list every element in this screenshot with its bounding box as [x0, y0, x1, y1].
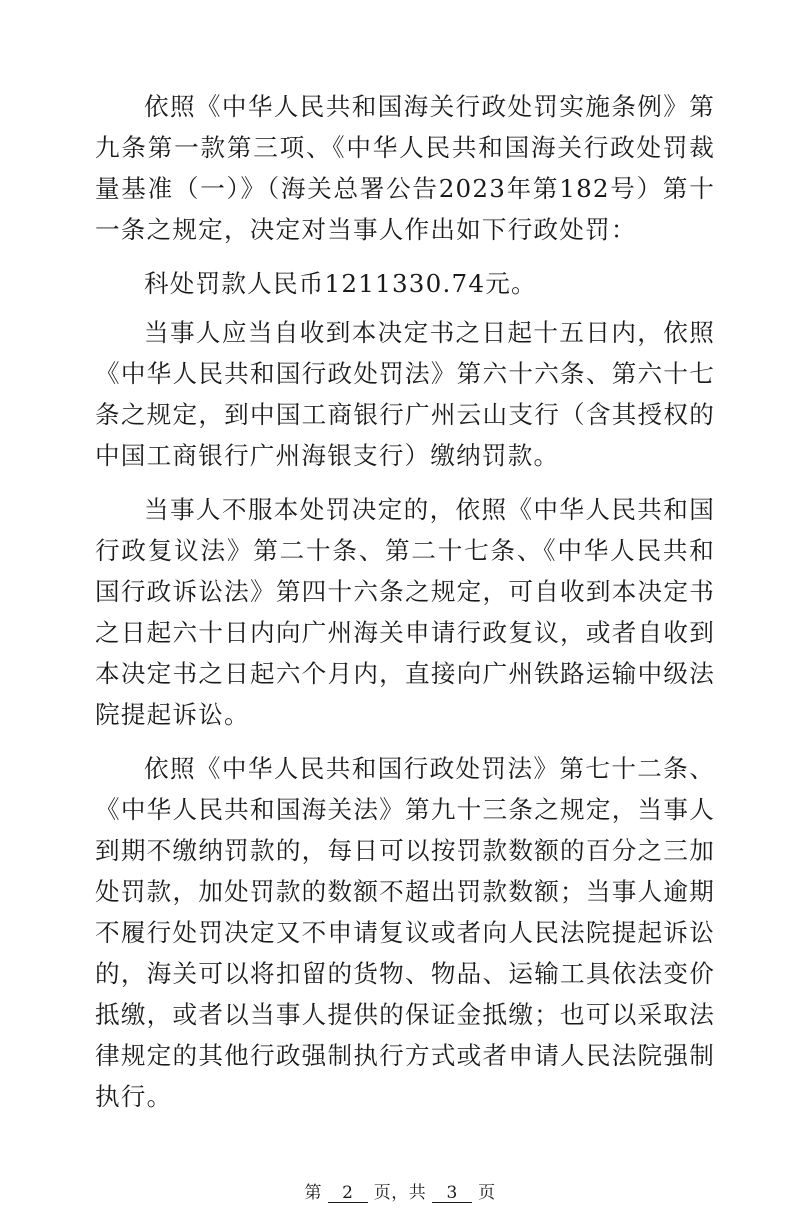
footer-prefix: 第 — [304, 1183, 322, 1203]
paragraph-appeal-rights: 当事人不服本处罚决定的，依照《中华人民共和国行政复议法》第二十条、第二十七条、《中华人民共和国行政诉讼法》第四十六条之规定，可自收到本决定书之日起六十日内向广州海关申请行政复议，或者自收到本决定书之日起六个月内，直接向广州铁路运输中级法院提起诉讼。 — [95, 495, 715, 729]
footer-suffix: 页 — [478, 1183, 496, 1203]
paragraph-fine-amount: 科处罚款人民币1211330.74元。 — [144, 269, 537, 298]
page-number-footer — [0, 1182, 800, 1204]
paragraph-payment-instructions: 当事人应当自收到本决定书之日起十五日内，依照《中华人民共和国行政处罚法》第六十六条、第六十七条之规定，到中国工商银行广州云山支行（含其授权的中国工商银行广州海银支行）缴纳罚款。 — [95, 318, 715, 470]
total-page-count: 3 — [432, 1184, 472, 1203]
paragraph-penalty-basis: 依照《中华人民共和国海关行政处罚实施条例》第九条第一款第三项、《中华人民共和国海关行政处罚裁量基准（一）》（海关总署公告2023年第182号）第十一条之规定，决定对当事人作出如下行政处罚： — [95, 92, 715, 244]
paragraph-enforcement: 依照《中华人民共和国行政处罚法》第七十二条、《中华人民共和国海关法》第九十三条之规定，当事人到期不缴纳罚款的，每日可以按罚款数额的百分之三加处罚款，加处罚款的数额不超出罚款数额；当事人逾期不履行处罚决定又不申请复议或者向人民法院提起诉讼的，海关可以将扣留的货物、物品、运输工具依法变价抵缴，或者以当事人提供的保证金抵缴；也可以采取法律规定的其他行政强制执行方式或者申请人民法院强制执行。 — [95, 754, 715, 1111]
document-body — [95, 86, 715, 1130]
current-page-number: 2 — [328, 1184, 368, 1203]
footer-middle: 页，共 — [373, 1183, 427, 1203]
